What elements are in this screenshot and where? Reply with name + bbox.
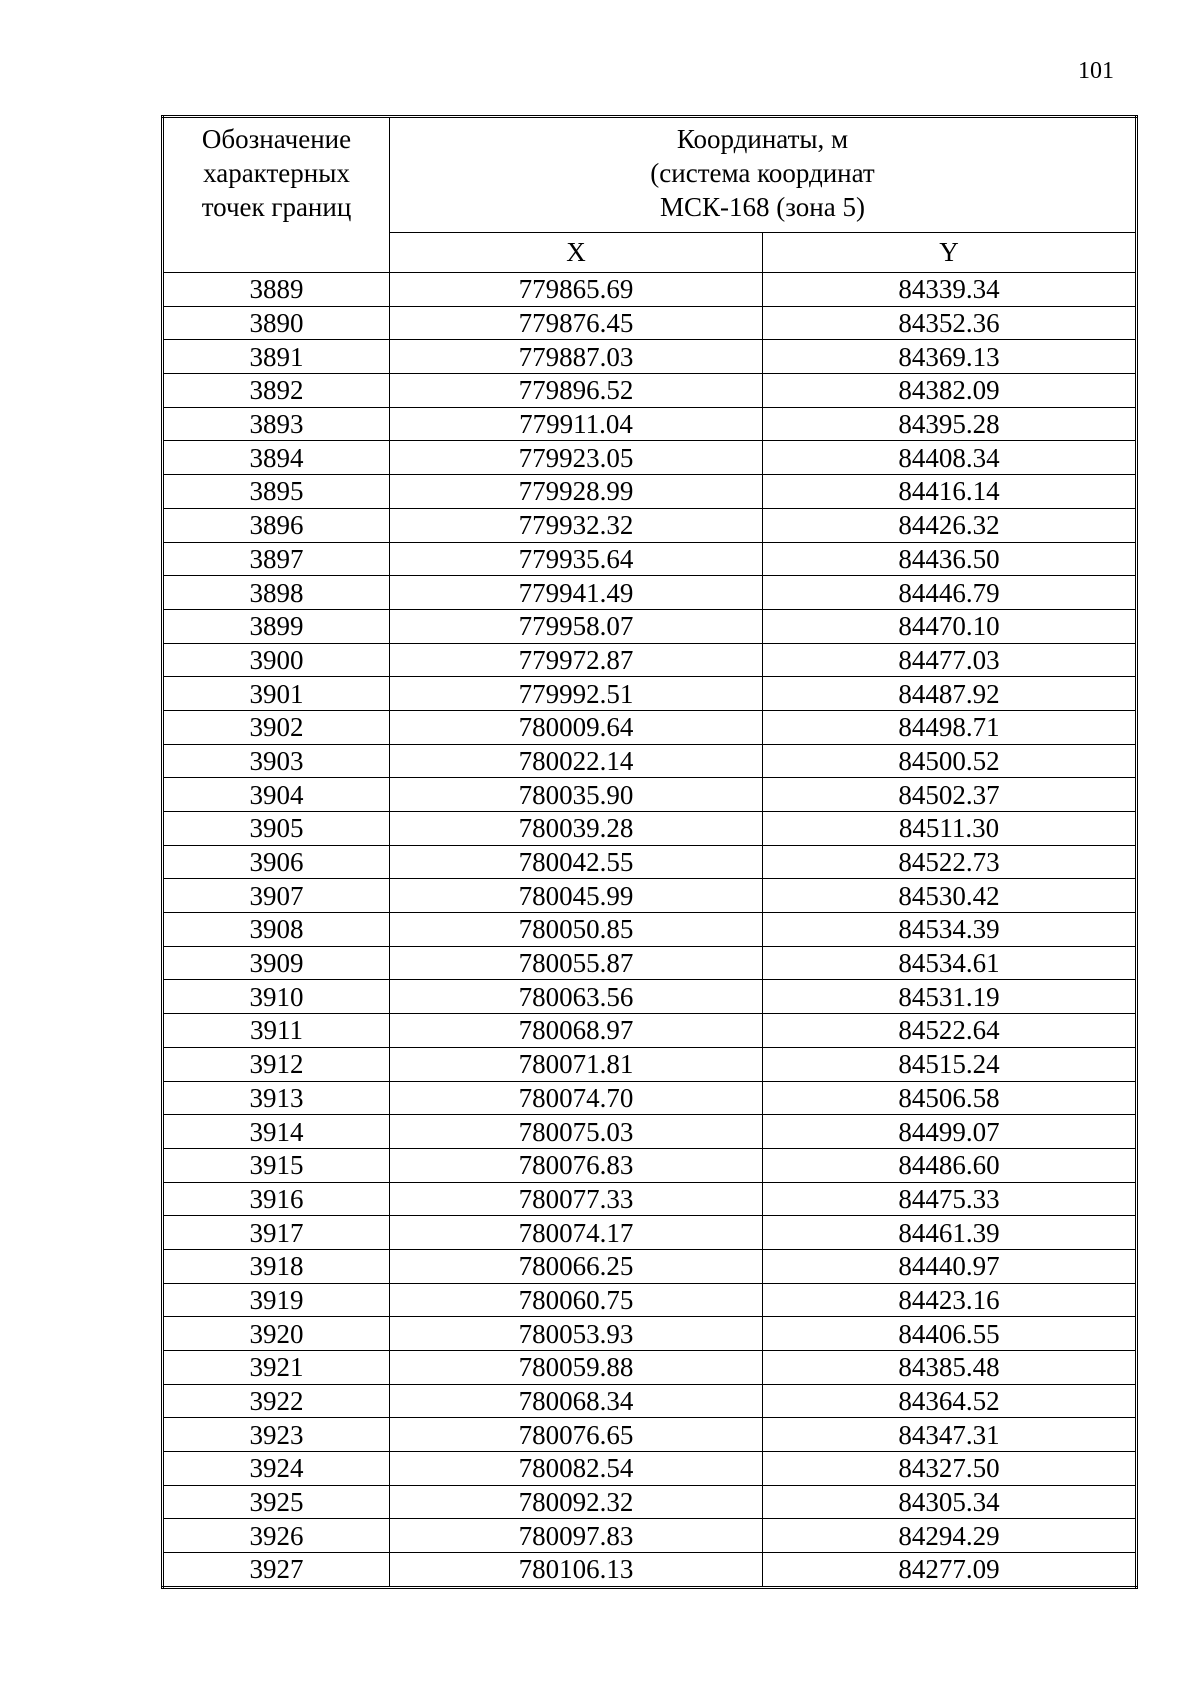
point-cell: 3896 [163, 508, 390, 542]
point-cell: 3891 [163, 340, 390, 374]
x-cell: 780074.17 [390, 1216, 763, 1250]
point-cell: 3902 [163, 710, 390, 744]
point-cell: 3889 [163, 273, 390, 307]
table-row [163, 609, 1137, 643]
y-cell: 84446.79 [763, 576, 1137, 610]
point-cell: 3908 [163, 913, 390, 947]
y-cell: 84294.29 [763, 1519, 1137, 1553]
point-cell: 3894 [163, 441, 390, 475]
x-cell: 780071.81 [390, 1047, 763, 1081]
header-coords-line: МСК-168 (зона 5) [660, 192, 865, 222]
point-cell: 3910 [163, 980, 390, 1014]
point-cell: 3922 [163, 1384, 390, 1418]
y-cell: 84531.19 [763, 980, 1137, 1014]
x-cell: 780059.88 [390, 1351, 763, 1385]
point-cell: 3907 [163, 879, 390, 913]
y-cell: 84506.58 [763, 1081, 1137, 1115]
table-row [163, 710, 1137, 744]
x-cell: 780106.13 [390, 1553, 763, 1588]
point-cell: 3898 [163, 576, 390, 610]
x-cell: 780022.14 [390, 744, 763, 778]
table-row [163, 1351, 1137, 1385]
table-body [163, 273, 1137, 1588]
y-cell: 84477.03 [763, 643, 1137, 677]
table-row [163, 1485, 1137, 1519]
x-cell: 780075.03 [390, 1115, 763, 1149]
x-cell: 780055.87 [390, 946, 763, 980]
table-row [163, 340, 1137, 374]
x-cell: 779865.69 [390, 273, 763, 307]
y-cell: 84461.39 [763, 1216, 1137, 1250]
x-cell: 780063.56 [390, 980, 763, 1014]
point-cell: 3924 [163, 1452, 390, 1486]
x-cell: 780076.83 [390, 1148, 763, 1182]
page-number: 101 [1078, 58, 1114, 84]
table-row [163, 677, 1137, 711]
y-cell: 84305.34 [763, 1485, 1137, 1519]
point-cell: 3900 [163, 643, 390, 677]
table-row [163, 441, 1137, 475]
x-cell: 779923.05 [390, 441, 763, 475]
table-row [163, 812, 1137, 846]
y-cell: 84382.09 [763, 374, 1137, 408]
x-cell: 779896.52 [390, 374, 763, 408]
header-coords-line: (система координат [650, 158, 875, 188]
y-cell: 84385.48 [763, 1351, 1137, 1385]
table-row [163, 1249, 1137, 1283]
table-row [163, 1519, 1137, 1553]
y-cell: 84408.34 [763, 441, 1137, 475]
point-cell: 3915 [163, 1148, 390, 1182]
table-row [163, 1047, 1137, 1081]
header-coordinates [390, 117, 1137, 233]
point-cell: 3895 [163, 475, 390, 509]
y-cell: 84522.64 [763, 1014, 1137, 1048]
point-cell: 3916 [163, 1182, 390, 1216]
x-cell: 779911.04 [390, 407, 763, 441]
y-cell: 84327.50 [763, 1452, 1137, 1486]
y-cell: 84487.92 [763, 677, 1137, 711]
x-cell: 780009.64 [390, 710, 763, 744]
point-cell: 3892 [163, 374, 390, 408]
y-cell: 84500.52 [763, 744, 1137, 778]
point-cell: 3913 [163, 1081, 390, 1115]
table-row [163, 1148, 1137, 1182]
x-cell: 779932.32 [390, 508, 763, 542]
table-row [163, 946, 1137, 980]
point-cell: 3927 [163, 1553, 390, 1588]
coordinates-table [161, 115, 1138, 1589]
point-cell: 3923 [163, 1418, 390, 1452]
table-row [163, 542, 1137, 576]
y-cell: 84534.39 [763, 913, 1137, 947]
y-cell: 84522.73 [763, 845, 1137, 879]
header-coords-line: Координаты, м [676, 124, 849, 154]
table-row [163, 879, 1137, 913]
point-cell: 3917 [163, 1216, 390, 1250]
point-cell: 3921 [163, 1351, 390, 1385]
header-y: Y [763, 233, 1137, 273]
y-cell: 84511.30 [763, 812, 1137, 846]
x-cell: 780077.33 [390, 1182, 763, 1216]
y-cell: 84534.61 [763, 946, 1137, 980]
y-cell: 84395.28 [763, 407, 1137, 441]
table-row [163, 643, 1137, 677]
table-row [163, 1081, 1137, 1115]
point-cell: 3909 [163, 946, 390, 980]
table-row [163, 576, 1137, 610]
table-row [163, 1014, 1137, 1048]
point-cell: 3926 [163, 1519, 390, 1553]
x-cell: 779887.03 [390, 340, 763, 374]
table-row [163, 1418, 1137, 1452]
y-cell: 84347.31 [763, 1418, 1137, 1452]
y-cell: 84515.24 [763, 1047, 1137, 1081]
point-cell: 3912 [163, 1047, 390, 1081]
point-cell: 3920 [163, 1317, 390, 1351]
table-row [163, 778, 1137, 812]
x-cell: 780076.65 [390, 1418, 763, 1452]
y-cell: 84499.07 [763, 1115, 1137, 1149]
y-cell: 84406.55 [763, 1317, 1137, 1351]
table-row [163, 845, 1137, 879]
table-row [163, 1452, 1137, 1486]
table-row [163, 273, 1137, 307]
header-point-line: Обозначение [201, 124, 352, 154]
point-cell: 3904 [163, 778, 390, 812]
x-cell: 780053.93 [390, 1317, 763, 1351]
y-cell: 84339.34 [763, 273, 1137, 307]
x-cell: 779876.45 [390, 306, 763, 340]
y-cell: 84475.33 [763, 1182, 1137, 1216]
y-cell: 84436.50 [763, 542, 1137, 576]
table-row [163, 1115, 1137, 1149]
x-cell: 779958.07 [390, 609, 763, 643]
table-row [163, 1216, 1137, 1250]
x-cell: 779992.51 [390, 677, 763, 711]
table-row [163, 980, 1137, 1014]
x-cell: 779935.64 [390, 542, 763, 576]
point-cell: 3925 [163, 1485, 390, 1519]
table-row [163, 374, 1137, 408]
y-cell: 84470.10 [763, 609, 1137, 643]
x-cell: 780035.90 [390, 778, 763, 812]
point-cell: 3911 [163, 1014, 390, 1048]
y-cell: 84416.14 [763, 475, 1137, 509]
point-cell: 3890 [163, 306, 390, 340]
y-cell: 84530.42 [763, 879, 1137, 913]
point-cell: 3919 [163, 1283, 390, 1317]
table-row [163, 1283, 1137, 1317]
point-cell: 3903 [163, 744, 390, 778]
table-row [163, 407, 1137, 441]
table-row [163, 1317, 1137, 1351]
x-cell: 780092.32 [390, 1485, 763, 1519]
x-cell: 780039.28 [390, 812, 763, 846]
x-cell: 780050.85 [390, 913, 763, 947]
y-cell: 84486.60 [763, 1148, 1137, 1182]
x-cell: 780045.99 [390, 879, 763, 913]
header-point-line: характерных [203, 158, 350, 188]
x-cell: 779941.49 [390, 576, 763, 610]
y-cell: 84502.37 [763, 778, 1137, 812]
x-cell: 780042.55 [390, 845, 763, 879]
table-row [163, 1182, 1137, 1216]
x-cell: 780097.83 [390, 1519, 763, 1553]
y-cell: 84423.16 [763, 1283, 1137, 1317]
x-cell: 780074.70 [390, 1081, 763, 1115]
point-cell: 3899 [163, 609, 390, 643]
y-cell: 84498.71 [763, 710, 1137, 744]
point-cell: 3897 [163, 542, 390, 576]
table-row [163, 475, 1137, 509]
y-cell: 84277.09 [763, 1553, 1137, 1588]
table-row [163, 306, 1137, 340]
x-cell: 780068.97 [390, 1014, 763, 1048]
point-cell: 3901 [163, 677, 390, 711]
point-cell: 3914 [163, 1115, 390, 1149]
y-cell: 84352.36 [763, 306, 1137, 340]
table-row [163, 744, 1137, 778]
point-cell: 3918 [163, 1249, 390, 1283]
x-cell: 780060.75 [390, 1283, 763, 1317]
y-cell: 84369.13 [763, 340, 1137, 374]
y-cell: 84426.32 [763, 508, 1137, 542]
point-cell: 3905 [163, 812, 390, 846]
x-cell: 780068.34 [390, 1384, 763, 1418]
table-row [163, 1384, 1137, 1418]
x-cell: 779928.99 [390, 475, 763, 509]
y-cell: 84364.52 [763, 1384, 1137, 1418]
point-cell: 3893 [163, 407, 390, 441]
x-cell: 780066.25 [390, 1249, 763, 1283]
header-point-line: точек границ [201, 192, 352, 222]
header-point-designation [163, 117, 390, 273]
point-cell: 3906 [163, 845, 390, 879]
x-cell: 779972.87 [390, 643, 763, 677]
table-row [163, 508, 1137, 542]
x-cell: 780082.54 [390, 1452, 763, 1486]
y-cell: 84440.97 [763, 1249, 1137, 1283]
table-row [163, 913, 1137, 947]
table-header [163, 117, 1137, 273]
table-row [163, 1553, 1137, 1588]
header-x: X [390, 233, 763, 273]
